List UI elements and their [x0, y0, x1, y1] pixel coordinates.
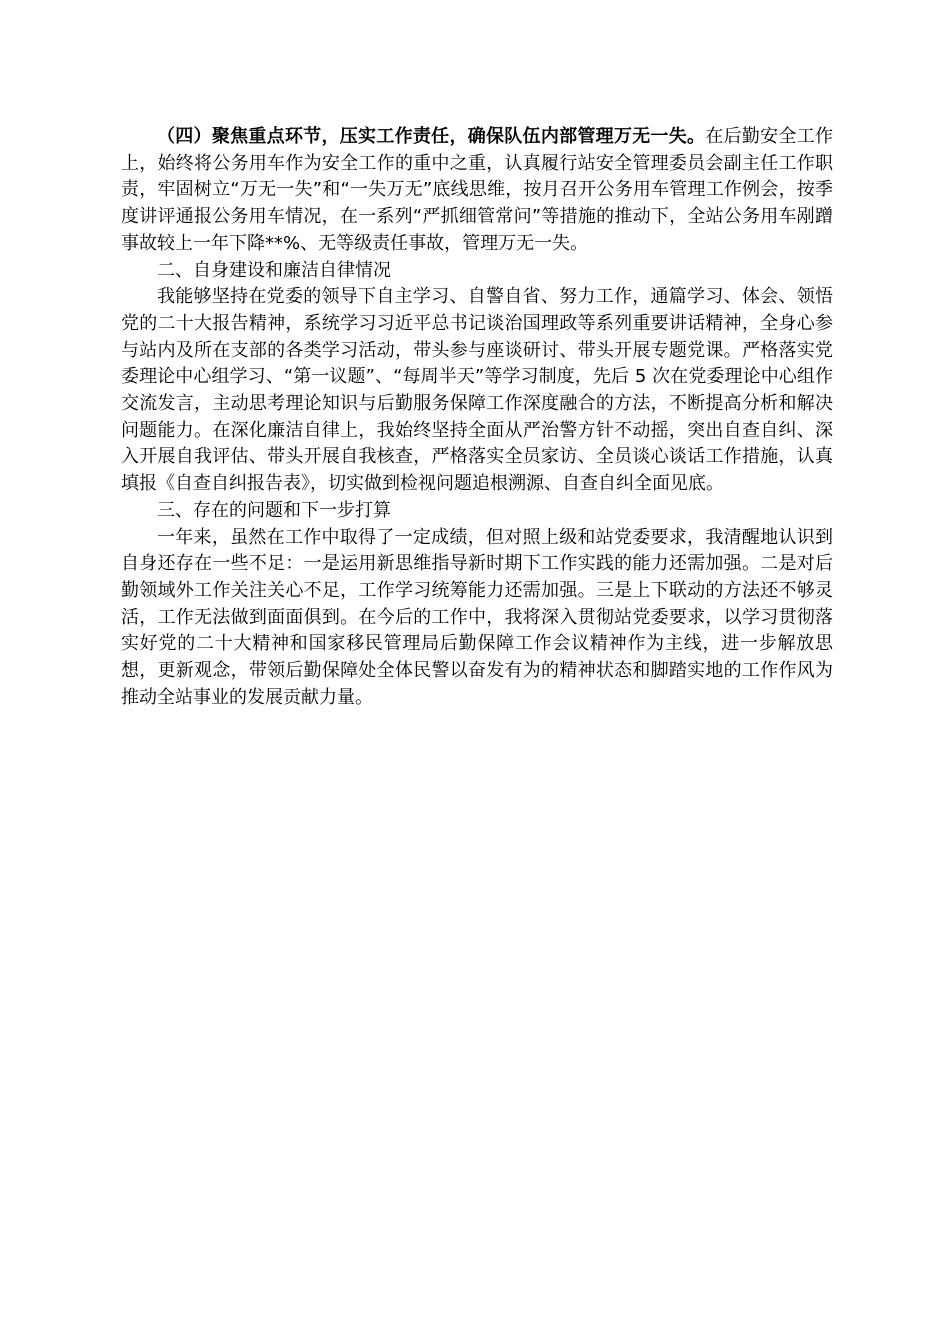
section-4-body: 在后勤安全工作上，始终将公务用车作为安全工作的重中之重，认真履行站安全管理委员会副主任工作职责，牢固树立“万无一失”和“一失万无”底线思维，按月召开公务用车管理工作例会，按季度讲评通报公务用车情况，在一系列“严抓细管常问”等措施的推动下，全站公务用车剐蹭事故较上一年下降**%、无等级责任事故，管理万无一失。: [121, 126, 834, 254]
part-2-body: 我能够坚持在党委的领导下自主学习、自警自省、努力工作，通篇学习、体会、领悟党的二十大报告精神，系统学习习近平总书记谈治国理政等系列重要讲话精神，全身心参与站内及所在支部的各类学习活动，带头参与座谈研讨、带头开展专题党课。严格落实党委理论中心组学习、“第一议题”、“每周半天”等学习制度，先后 5 次在党委理论中心组作交流发言，主动思考理论知识与后勤服务保障工作深度融合的方法，不断提高分析和解决问题能力。在深化廉洁自律上，我始终坚持全面从严治警方针不动摇，突出自查自纠、深入开展自我评估、带头开展自我核查，严格落实全员家访、全员谈心谈话工作措施，认真填报《自查自纠报告表》，切实做到检视问题追根溯源、自查自纠全面见底。: [121, 286, 833, 495]
section-4-paragraph: [121, 124, 833, 258]
part-2-heading: 二、自身建设和廉洁自律情况: [157, 259, 391, 281]
document-body: [121, 124, 833, 711]
part-3-body: 一年来，虽然在工作中取得了一定成绩，但对照上级和站党委要求，我清醒地认识到自身还存在一些不足：一是运用新思维指导新时期下工作实践的能力还需加强。二是对后勤领域外工作关注关心不足，工作学习统筹能力还需加强。三是上下联动的方法还不够灵活，工作无法做到面面俱到。在今后的工作中，我将深入贯彻站党委要求，以学习贯彻落实好党的二十大精神和国家移民管理局后勤保障工作会议精神作为主线，进一步解放思想，更新观念，带领后勤保障处全体民警以奋发有为的精神状态和脚踏实地的工作作风为推动全站事业的发展贡献力量。: [121, 526, 833, 708]
section-4-heading: （四）聚焦重点环节，压实工作责任，确保队伍内部管理万无一失。: [157, 126, 706, 147]
part-3-heading: 三、存在的问题和下一步打算: [157, 499, 391, 521]
